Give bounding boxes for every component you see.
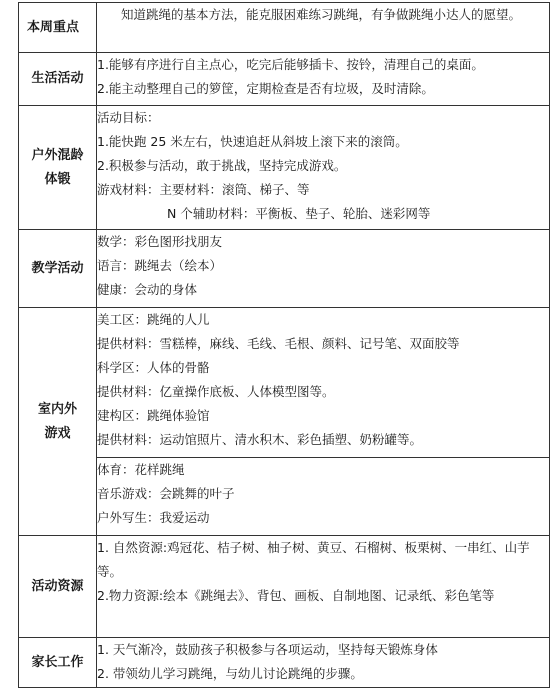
teaching-line-1: 数学：彩色图形找朋友 [97,234,223,249]
label-family: 家长工作 [19,638,97,688]
teaching-line-3: 健康：会动的身体 [97,282,198,297]
indoor-line-1: 美工区：跳绳的人儿 [97,312,210,327]
family-line-1: 1. 天气渐冷，鼓励孩子积极参与各项运动，坚持每天锻炼身体 [97,642,438,657]
outdoor-line-3: 2.积极参与活动，敢于挑战，坚持完成游戏。 [97,158,347,173]
label-focus: 本周重点 [19,3,97,53]
cell-teaching [97,230,550,308]
weekly-plan-table [18,2,550,688]
label-teaching: 教学活动 [19,230,97,308]
indoor-line-6: 提供材料：运动馆照片、清水积木、彩色插塑、奶粉罐等。 [97,432,423,447]
life-line-2: 2.能主动整理自己的箩筐，定期检查是否有垃圾，及时清除。 [97,81,434,96]
resources-line-2: 2.物力资源:绘本《跳绳去》、背包、画板、自制地图、记录纸、彩色笔等 [97,588,495,603]
label-outdoor-line-1: 户外混龄 [31,147,84,163]
games-outdoor-line-3: 户外写生：我爱运动 [97,510,210,525]
label-resources: 活动资源 [19,536,97,638]
label-life: 生活活动 [19,53,97,106]
cell-outdoor [97,106,550,230]
cell-resources [97,536,550,638]
indoor-line-4: 提供材料：亿童操作底板、人体模型图等。 [97,384,335,399]
family-line-2: 2. 带领幼儿学习跳绳，与幼儿讨论跳绳的步骤。 [97,666,363,681]
row-teaching [19,230,550,308]
label-games-line-1: 室内外 [37,401,77,417]
outdoor-line-2: 1.能快跑 25 米左右，快速追赶从斜坡上滚下来的滚筒。 [97,134,408,149]
row-games-outdoor [19,458,550,536]
row-focus [19,3,550,53]
row-resources [19,536,550,638]
cell-games-outdoor [97,458,550,536]
cell-focus [97,3,550,53]
label-outdoor-line-2: 体锻 [44,171,71,187]
resources-line-1: 1. 自然资源:鸡冠花、桔子树、柚子树、黄豆、石榴树、板栗树、一串红、山芋等。 [97,540,530,579]
indoor-line-3: 科学区：人体的骨骼 [97,360,210,375]
indoor-line-5: 建构区：跳绳体验馆 [97,408,210,423]
cell-games-indoor [97,308,550,458]
row-games-indoor [19,308,550,458]
row-family [19,638,550,688]
label-outdoor [19,106,97,230]
games-outdoor-line-2: 音乐游戏：会跳舞的叶子 [97,486,235,501]
games-outdoor-line-1: 体育：花样跳绳 [97,462,185,477]
teaching-line-2: 语言：跳绳去（绘本） [97,258,223,273]
focus-text: 知道跳绳的基本方法，能克服困难练习跳绳，有争做跳绳小达人的愿望。 [121,7,522,22]
outdoor-line-4: 游戏材料：主要材料：滚筒、梯子、等 [97,182,310,197]
label-games [19,308,97,536]
outdoor-line-5: N 个辅助材料：平衡板、垫子、轮胎、迷彩网等 [167,206,431,221]
row-life [19,53,550,106]
cell-family [97,638,550,688]
cell-life [97,53,550,106]
indoor-line-2: 提供材料：雪糕棒，麻线、毛线、毛根、颜料、记号笔、双面胶等 [97,336,460,351]
life-line-1: 1.能够有序进行自主点心，吃完后能够插卡、按铃，清理自己的桌面。 [97,57,484,72]
row-outdoor [19,106,550,230]
label-games-line-2: 游戏 [44,425,71,441]
outdoor-line-1: 活动目标： [97,110,160,125]
